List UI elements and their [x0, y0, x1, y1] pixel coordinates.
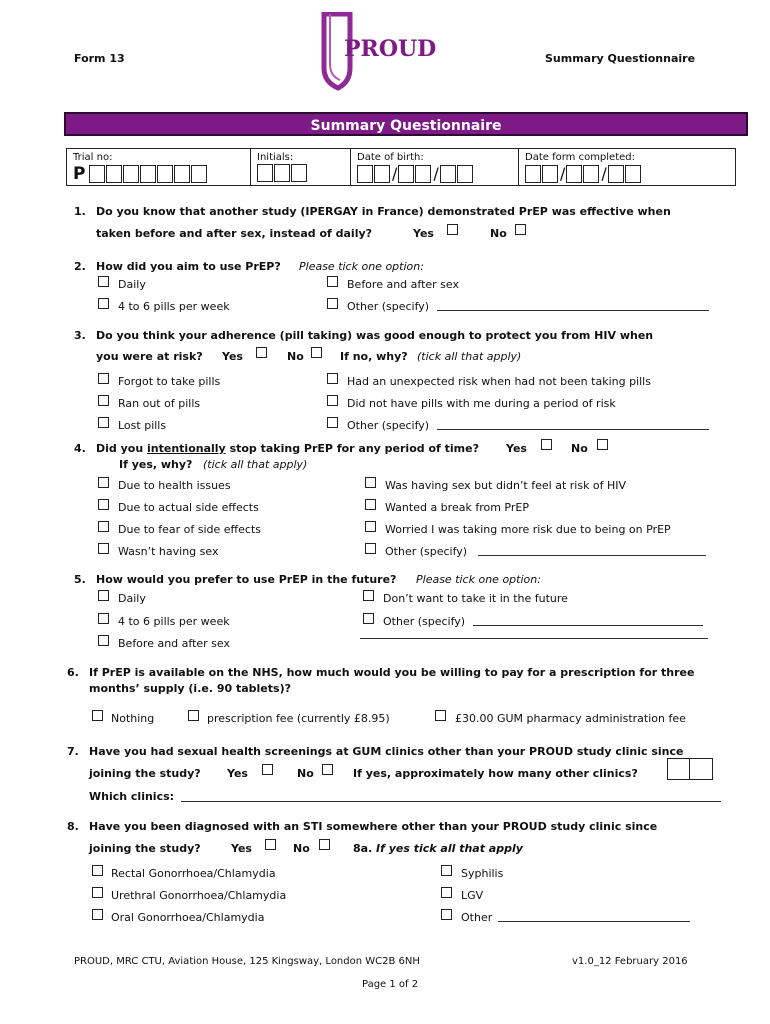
q1-text-line2: taken before and after sex, instead of daily? [96, 227, 373, 240]
trial-digit-box[interactable] [174, 165, 190, 183]
q8a-hint: If yes tick all that apply [376, 842, 523, 855]
q8-option-label: LGV [461, 889, 484, 902]
footer-address: PROUD, MRC CTU, Aviation House, 125 Kingsway, London WC2B 6NH [74, 956, 420, 967]
q3-option-checkbox[interactable] [98, 417, 109, 428]
q3-option-label: Had an unexpected risk when had not been taking pills [347, 375, 651, 388]
q8-option-checkbox[interactable] [441, 887, 452, 898]
q4-option-label: Due to actual side effects [118, 501, 259, 514]
q6-option-checkbox[interactable] [92, 710, 103, 721]
q6-option-label: prescription fee (currently £8.95) [207, 712, 390, 725]
q8-option-label: Syphilis [461, 867, 504, 880]
initials-label: Initials: [257, 152, 294, 163]
trial-prefix: P [73, 164, 86, 184]
q3-yes-label: Yes [222, 350, 243, 363]
q4-option-label: Was having sex but didn’t feel at risk of HIV [385, 479, 627, 492]
q8-option-checkbox[interactable] [441, 865, 452, 876]
q2-option-checkbox[interactable] [98, 276, 109, 287]
q7-no-checkbox[interactable] [322, 764, 333, 775]
q2-option-label: Daily [118, 278, 146, 291]
title-banner: Summary Questionnaire [64, 112, 748, 136]
page-number: Page 1 of 2 [362, 979, 419, 990]
q6-option-checkbox[interactable] [435, 710, 446, 721]
q6-text-line1: If PrEP is available on the NHS, how much would you be willing to pay for a prescription for three [89, 666, 695, 679]
trial-no-label: Trial no: [73, 152, 113, 163]
q5-other-line-2[interactable] [360, 628, 708, 639]
q3-option-label: Other (specify) [347, 419, 430, 432]
q2-option-label: 4 to 6 pills per week [118, 300, 230, 313]
q4-option-label: Worried I was taking more risk due to being on PrEP [385, 523, 671, 536]
q3-text-line2: you were at risk? [96, 350, 203, 363]
logo-text: PROUD [344, 36, 437, 62]
q8-no-checkbox[interactable] [319, 839, 330, 850]
initials-box[interactable] [274, 164, 290, 182]
q4-option-label: Due to health issues [118, 479, 231, 492]
q8-option-checkbox[interactable] [92, 865, 103, 876]
q4-option-label: Wanted a break from PrEP [385, 501, 529, 514]
q2-option-checkbox[interactable] [98, 298, 109, 309]
q4-option-checkbox[interactable] [365, 499, 376, 510]
q4-text-post: stop taking PrEP for any period of time? [229, 442, 479, 455]
q8-option-label: Rectal Gonorrhoea/Chlamydia [111, 867, 276, 880]
q4-option-checkbox[interactable] [365, 543, 376, 554]
trial-digit-box[interactable] [89, 165, 105, 183]
q4-other-line[interactable] [478, 544, 706, 556]
q5-option-label: Daily [118, 592, 146, 605]
q4-option-checkbox[interactable] [98, 477, 109, 488]
completed-box[interactable] [625, 165, 641, 183]
q3-yes-checkbox[interactable] [256, 347, 267, 358]
q4-no-label: No [571, 442, 588, 455]
q8-option-checkbox[interactable] [92, 887, 103, 898]
q3-option-checkbox[interactable] [98, 373, 109, 384]
footer-version: v1.0_12 February 2016 [572, 956, 688, 967]
header-title: Summary Questionnaire [545, 52, 696, 65]
q3-text-line1: Do you think your adherence (pill taking) was good enough to protect you from HIV when [96, 329, 654, 342]
q3-option-checkbox[interactable] [327, 373, 338, 384]
q8-yes-checkbox[interactable] [265, 839, 276, 850]
q4-option-checkbox[interactable] [98, 521, 109, 532]
q4-option-checkbox[interactable] [365, 521, 376, 532]
q7-no-label: No [297, 767, 314, 780]
q5-option-checkbox[interactable] [363, 590, 374, 601]
q3-option-label: Lost pills [118, 419, 167, 432]
q6-number: 6. [67, 666, 79, 679]
date-separator: / [433, 164, 439, 183]
q8-option-checkbox[interactable] [92, 909, 103, 920]
id-table [66, 148, 736, 186]
q3-other-line[interactable] [437, 418, 709, 430]
q1-no-label: No [490, 227, 507, 240]
completed-box[interactable] [525, 165, 541, 183]
q2-other-line[interactable] [437, 299, 709, 311]
q8-no-label: No [293, 842, 310, 855]
q5-option-label: Before and after sex [118, 637, 230, 650]
q5-other-line[interactable] [473, 614, 703, 626]
q4-option-label: Wasn’t having sex [118, 545, 219, 558]
q1-no-checkbox[interactable] [515, 224, 526, 235]
q2-number: 2. [74, 260, 86, 273]
q7-if-yes: If yes, approximately how many other clinics? [353, 767, 638, 780]
q3-option-label: Ran out of pills [118, 397, 201, 410]
q4-no-checkbox[interactable] [597, 439, 608, 450]
date-separator: / [392, 164, 398, 183]
q8-option-label: Urethral Gonorrhoea/Chlamydia [111, 889, 287, 902]
q2-option-checkbox[interactable] [327, 276, 338, 287]
q3-no-label: No [287, 350, 304, 363]
q6-option-label: £30.00 GUM pharmacy administration fee [455, 712, 686, 725]
q7-text-line2: joining the study? [89, 767, 201, 780]
dob-box[interactable] [374, 165, 390, 183]
q5-option-label: Other (specify) [383, 615, 466, 628]
q3-option-checkbox[interactable] [327, 395, 338, 406]
q8-other-line[interactable] [498, 910, 690, 922]
trial-no-cell [67, 149, 251, 185]
q7-number: 7. [67, 745, 79, 758]
q1-yes-label: Yes [413, 227, 434, 240]
q6-option-label: Nothing [111, 712, 155, 725]
dob-box[interactable] [440, 165, 456, 183]
q4-yes-label: Yes [506, 442, 527, 455]
q7-clinic-count-field[interactable] [667, 758, 713, 780]
q3-option-label: Forgot to take pills [118, 375, 221, 388]
initials-cell [251, 149, 351, 185]
trial-digit-box[interactable] [123, 165, 139, 183]
q2-text: How did you aim to use PrEP? [96, 260, 281, 273]
q4-if-yes: If yes, why? [119, 458, 193, 471]
q3-no-checkbox[interactable] [311, 347, 322, 358]
completed-box[interactable] [608, 165, 624, 183]
q6-text-line2: months’ supply (i.e. 90 tablets)? [89, 682, 291, 695]
proud-logo [320, 12, 436, 92]
q6-option-checkbox[interactable] [188, 710, 199, 721]
q2-option-checkbox[interactable] [327, 298, 338, 309]
q3-option-checkbox[interactable] [327, 417, 338, 428]
q5-option-checkbox[interactable] [363, 613, 374, 624]
q7-which-line[interactable] [181, 790, 721, 802]
q4-option-checkbox[interactable] [98, 499, 109, 510]
q5-number: 5. [74, 573, 86, 586]
q7-which-label: Which clinics: [89, 790, 175, 803]
q3-option-checkbox[interactable] [98, 395, 109, 406]
q5-option-checkbox[interactable] [98, 613, 109, 624]
q5-text: How would you prefer to use PrEP in the future? [96, 573, 397, 586]
q7-yes-checkbox[interactable] [262, 764, 273, 775]
q3-option-label: Did not have pills with me during a period of risk [347, 397, 616, 410]
q5-hint: Please tick one option: [416, 573, 541, 586]
initials-box[interactable] [257, 164, 273, 182]
q4-option-checkbox[interactable] [365, 477, 376, 488]
q8-text-line1: Have you been diagnosed with an STI somewhere other than your PROUD study clinic since [89, 820, 658, 833]
q1-number: 1. [74, 205, 86, 218]
completed-box[interactable] [583, 165, 599, 183]
q8-option-label: Oral Gonorrhoea/Chlamydia [111, 911, 265, 924]
q4-text-pre: Did you [96, 442, 144, 455]
q8-option-label: Other [461, 911, 493, 924]
completed-box[interactable] [566, 165, 582, 183]
dob-box[interactable] [457, 165, 473, 183]
q4-hint: (tick all that apply) [203, 458, 308, 471]
q2-option-label: Before and after sex [347, 278, 459, 291]
form-number: Form 13 [74, 52, 125, 65]
q4-number: 4. [74, 442, 86, 455]
date-separator: / [560, 164, 566, 183]
q7-yes-label: Yes [227, 767, 248, 780]
q3-if-no: If no, why? [340, 350, 408, 363]
q5-option-label: 4 to 6 pills per week [118, 615, 230, 628]
q5-option-checkbox[interactable] [98, 590, 109, 601]
q8-text-line2: joining the study? [89, 842, 201, 855]
q5-option-label: Don’t want to take it in the future [383, 592, 568, 605]
initials-box[interactable] [291, 164, 307, 182]
q2-hint: Please tick one option: [299, 260, 424, 273]
date-separator: / [601, 164, 607, 183]
q7-count-divider [689, 759, 690, 779]
dob-box[interactable] [415, 165, 431, 183]
trial-digit-box[interactable] [106, 165, 122, 183]
q1-text-line1: Do you know that another study (IPERGAY in France) demonstrated PrEP was effective when [96, 205, 671, 218]
q7-text-line1: Have you had sexual health screenings at GUM clinics other than your PROUD study clinic since [89, 745, 684, 758]
q4-option-label: Other (specify) [385, 545, 468, 558]
q1-yes-checkbox[interactable] [447, 224, 458, 235]
q8-option-checkbox[interactable] [441, 909, 452, 920]
q4-text-emphasis: intentionally [147, 442, 226, 455]
dob-box[interactable] [357, 165, 373, 183]
q4-text [96, 442, 479, 455]
trial-digit-box[interactable] [191, 165, 207, 183]
q8-yes-label: Yes [231, 842, 252, 855]
q2-option-label: Other (specify) [347, 300, 430, 313]
q5-option-checkbox[interactable] [98, 635, 109, 646]
q4-yes-checkbox[interactable] [541, 439, 552, 450]
date-completed-label: Date form completed: [525, 152, 635, 163]
trial-digit-box[interactable] [140, 165, 156, 183]
date-completed-cell [519, 149, 735, 185]
dob-box[interactable] [398, 165, 414, 183]
q4-option-checkbox[interactable] [98, 543, 109, 554]
q8a-label: 8a. [353, 842, 373, 855]
dob-label: Date of birth: [357, 152, 424, 163]
q3-hint: (tick all that apply) [417, 350, 522, 363]
q8-number: 8. [67, 820, 79, 833]
q4-option-label: Due to fear of side effects [118, 523, 261, 536]
trial-digit-box[interactable] [157, 165, 173, 183]
dob-cell [351, 149, 519, 185]
completed-box[interactable] [542, 165, 558, 183]
q3-number: 3. [74, 329, 86, 342]
